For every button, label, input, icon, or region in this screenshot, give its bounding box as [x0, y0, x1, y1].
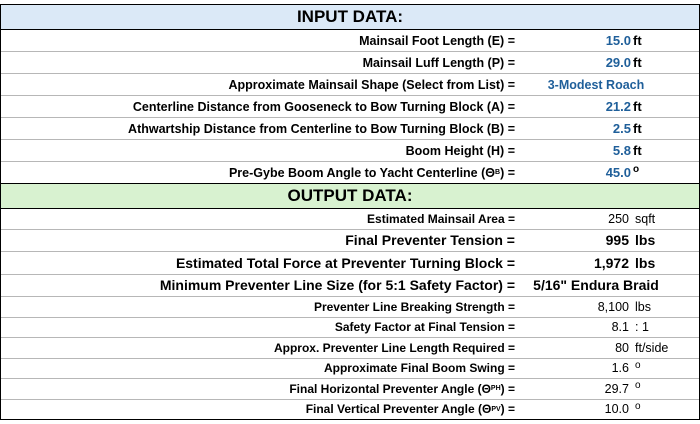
value-preventer-tension: 995	[605, 232, 629, 249]
unit-total-force: lbs	[635, 254, 656, 271]
input-centerline-distance[interactable]: 21.2	[605, 99, 631, 114]
input-pre-gybe-angle[interactable]: 45.0	[605, 165, 631, 180]
unit-centerline-distance: ft	[633, 99, 642, 114]
value-horizontal-angle: 29.7	[604, 381, 629, 396]
row-centerline-distance	[1, 96, 699, 118]
label-athwartship-distance: Athwartship Distance from Centerline to Bow Turning Block (B) =	[128, 121, 515, 136]
row-total-force	[1, 252, 699, 275]
value-vertical-angle: 10.0	[604, 402, 629, 417]
degree-icon: o	[635, 400, 641, 412]
input-mainsail-foot[interactable]: 15.0	[605, 33, 631, 48]
input-panel	[0, 4, 700, 184]
label-mainsail-area: Estimated Mainsail Area =	[367, 211, 515, 226]
row-pre-gybe-angle	[1, 162, 699, 183]
row-boom-swing	[1, 359, 699, 380]
unit-boom-swing	[635, 359, 641, 379]
label-mainsail-luff: Mainsail Luff Length (P) =	[362, 55, 515, 70]
row-breaking-strength	[1, 297, 699, 318]
label-breaking-strength: Preventer Line Breaking Strength =	[313, 299, 515, 314]
degree-icon: o	[633, 164, 640, 175]
row-safety-factor	[1, 318, 699, 339]
unit-pre-gybe-angle	[633, 162, 639, 183]
label-horizontal-angle: Final Horizontal Preventer Angle (Θ PH ) =	[289, 381, 515, 396]
unit-mainsail-foot: ft	[633, 33, 642, 48]
label-boom-height: Boom Height (H) =	[405, 143, 515, 158]
row-mainsail-area	[1, 209, 699, 230]
row-line-size	[1, 275, 699, 298]
label-preventer-tension: Final Preventer Tension =	[345, 232, 515, 249]
label-centerline-distance: Centerline Distance from Gooseneck to Bow Turning Block (A) =	[132, 99, 515, 114]
value-boom-swing: 1.6	[611, 361, 629, 376]
input-mainsail-luff[interactable]: 29.0	[605, 55, 631, 70]
label-line-size: Minimum Preventer Line Size (for 5:1 Safety Factor) =	[159, 277, 515, 294]
row-horizontal-angle	[1, 379, 699, 400]
unit-mainsail-luff: ft	[633, 55, 642, 70]
unit-horizontal-angle	[635, 379, 641, 399]
degree-icon: o	[635, 359, 641, 371]
label-vertical-angle: Final Vertical Preventer Angle (Θ PV ) =	[305, 402, 515, 417]
unit-vertical-angle	[635, 400, 641, 420]
row-vertical-angle	[1, 400, 699, 420]
input-header: INPUT DATA:	[1, 5, 699, 30]
label-total-force: Estimated Total Force at Preventer Turning Block =	[175, 254, 515, 271]
row-mainsail-shape	[1, 74, 699, 96]
input-athwartship-distance[interactable]: 2.5	[612, 121, 631, 136]
row-mainsail-foot	[1, 30, 699, 52]
unit-athwartship-distance: ft	[633, 121, 642, 136]
value-total-force: 1,972	[593, 254, 629, 271]
label-line-length: Approx. Preventer Line Length Required =	[273, 340, 515, 355]
label-safety-factor: Safety Factor at Final Tension =	[334, 320, 515, 335]
label-mainsail-foot: Mainsail Foot Length (E) =	[359, 33, 515, 48]
output-header: OUTPUT DATA:	[1, 184, 699, 209]
label-boom-swing: Approximate Final Boom Swing =	[323, 361, 515, 376]
unit-safety-factor: : 1	[635, 320, 649, 335]
row-mainsail-luff	[1, 52, 699, 74]
unit-breaking-strength: lbs	[635, 299, 651, 314]
value-breaking-strength: 8,100	[597, 299, 629, 314]
unit-line-length: ft/side	[635, 340, 669, 355]
value-mainsail-area: 250	[608, 211, 629, 226]
value-line-size: 5/16" Endura Braid	[533, 277, 659, 294]
label-mainsail-shape: Approximate Mainsail Shape (Select from List) =	[228, 77, 515, 92]
row-boom-height	[1, 140, 699, 162]
degree-icon: o	[635, 380, 641, 392]
row-preventer-tension	[1, 230, 699, 253]
unit-boom-height: ft	[633, 143, 642, 158]
output-panel	[0, 183, 700, 420]
value-line-length: 80	[615, 340, 629, 355]
input-boom-height[interactable]: 5.8	[612, 143, 631, 158]
unit-mainsail-area: sqft	[635, 211, 656, 226]
row-athwartship-distance	[1, 118, 699, 140]
label-pre-gybe-angle: Pre-Gybe Boom Angle to Yacht Centerline (Θ B ) =	[228, 165, 515, 180]
unit-preventer-tension: lbs	[635, 232, 656, 249]
value-safety-factor: 8.1	[611, 320, 629, 335]
row-line-length	[1, 338, 699, 359]
mainsail-shape-select[interactable]: 3-Modest Roach	[547, 77, 645, 92]
